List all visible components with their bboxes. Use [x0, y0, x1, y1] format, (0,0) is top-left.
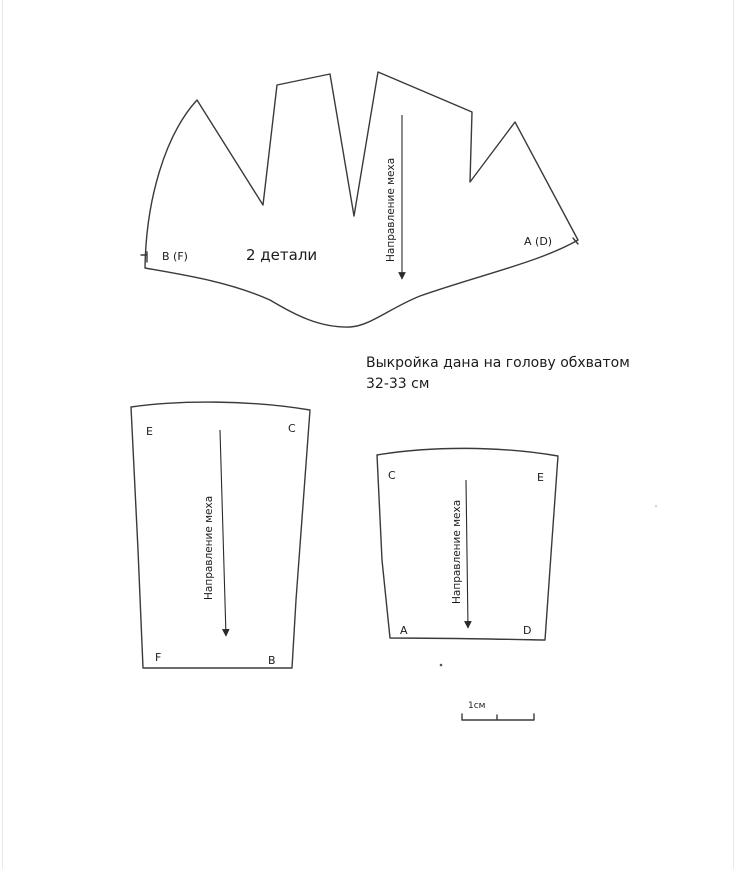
stray-mark: [440, 664, 443, 667]
top-piece-outline: [145, 72, 578, 327]
scale-bar: [462, 701, 534, 720]
left-label-b: B: [268, 654, 276, 667]
right-direction-label: Направление меха: [451, 499, 463, 604]
quantity-label: 2 детали: [246, 246, 318, 264]
left-label-e: E: [146, 425, 153, 438]
right-direction-arrow: [466, 480, 468, 628]
right-label-e: E: [537, 471, 544, 484]
stray-mark-2: [655, 505, 657, 507]
right-pattern-piece: [377, 448, 558, 640]
left-label-c: C: [288, 422, 296, 435]
note-line-1: Выкройка дана на голову обхватом: [366, 355, 630, 371]
scale-label: 1см: [468, 701, 486, 711]
note-line-2: 32-33 см: [366, 376, 430, 392]
left-label-f: F: [155, 651, 162, 664]
point-label-bf: B (F): [162, 250, 188, 263]
left-direction-arrow: [220, 430, 226, 636]
top-direction-label: Направление меха: [385, 157, 397, 262]
top-pattern-piece: [141, 72, 578, 327]
left-direction-label: Направление меха: [203, 495, 215, 600]
right-label-c: C: [388, 469, 396, 482]
scale-bar-line: [462, 714, 534, 720]
left-pattern-piece: [131, 402, 310, 668]
right-label-d: D: [523, 624, 532, 637]
pattern-note: [366, 355, 630, 392]
point-label-ad: A (D): [524, 235, 553, 248]
right-label-a: A: [400, 624, 408, 637]
